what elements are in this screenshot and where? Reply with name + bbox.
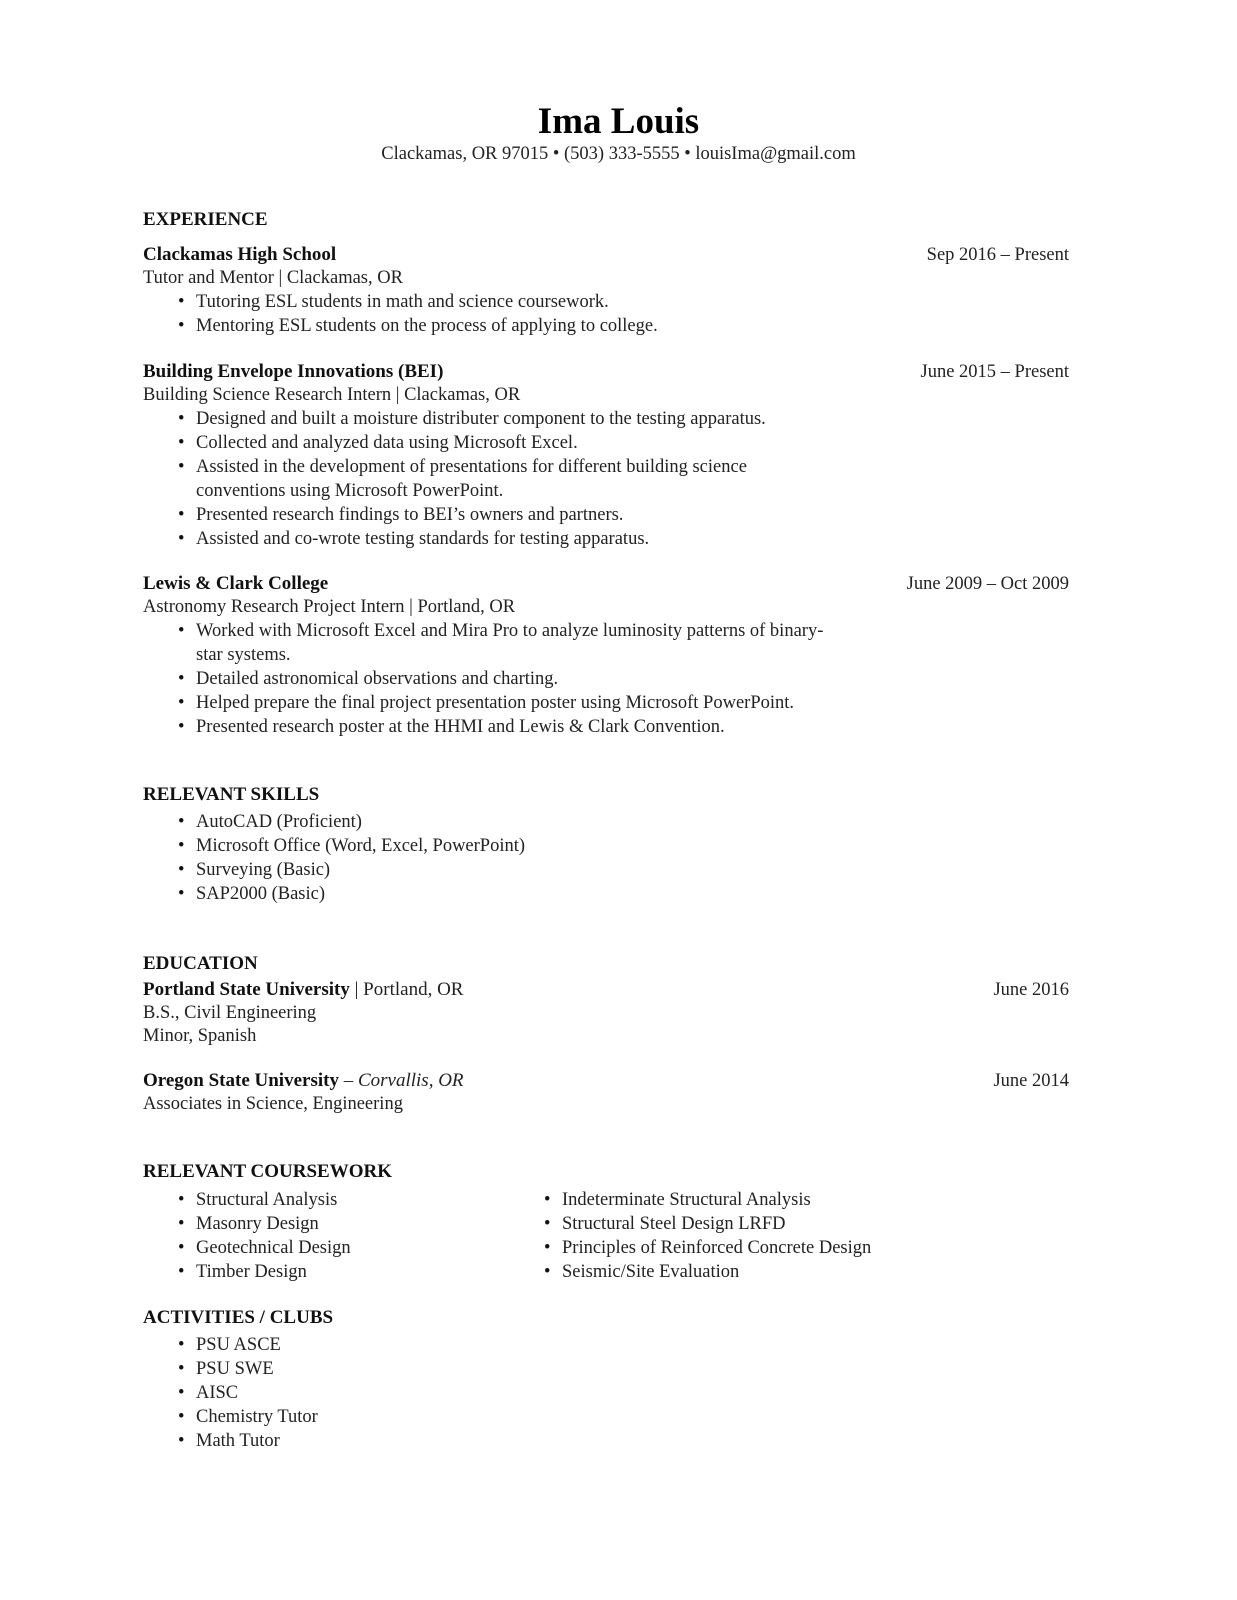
course-item: • Timber Design: [178, 1260, 518, 1284]
job-org: Clackamas High School: [143, 244, 337, 265]
job-date: June 2009 – Oct 2009: [906, 574, 1069, 594]
job-org: Building Envelope Innovations (BEI): [143, 361, 444, 382]
bullet-item: • Assisted in the development of presentations for different building science conventions using Microsoft PowerPoint.: [178, 455, 818, 503]
job-role: Tutor and Mentor | Clackamas, OR: [143, 268, 403, 288]
skills-list: [178, 810, 778, 906]
bullet-item: • Tutoring ESL students in math and science coursework.: [178, 290, 878, 314]
job-bullets: [178, 619, 828, 739]
bullet-item: • Helped prepare the final project presentation poster using Microsoft PowerPoint.: [178, 691, 828, 715]
skill-item: • Microsoft Office (Word, Excel, PowerPoint): [178, 834, 778, 858]
bullet-item: • Mentoring ESL students on the process of applying to college.: [178, 314, 878, 338]
school-date: June 2016: [993, 980, 1069, 1000]
section-title-education: EDUCATION: [143, 953, 258, 974]
skill-item: • AutoCAD (Proficient): [178, 810, 778, 834]
degree-line: B.S., Civil Engineering: [143, 1003, 317, 1023]
job-date: June 2015 – Present: [920, 362, 1069, 382]
job-org: Lewis & Clark College: [143, 573, 329, 594]
job-date: Sep 2016 – Present: [926, 245, 1069, 265]
school-name-line: [143, 978, 463, 1002]
applicant-name: Ima Louis: [537, 101, 700, 142]
activities-list: [178, 1333, 578, 1453]
course-item: • Masonry Design: [178, 1212, 518, 1236]
bullet-item: • Presented research findings to BEI’s owners and partners.: [178, 503, 818, 527]
bullet-item: • Collected and analyzed data using Microsoft Excel.: [178, 431, 818, 455]
bullet-item: • Worked with Microsoft Excel and Mira Pro to analyze luminosity patterns of binary-star systems.: [178, 619, 828, 667]
school-name: Portland State University: [143, 979, 350, 1000]
degree-line: Minor, Spanish: [143, 1026, 257, 1046]
section-title-experience: EXPERIENCE: [143, 209, 268, 230]
course-item: • Seismic/Site Evaluation: [544, 1260, 964, 1284]
activity-item: • PSU SWE: [178, 1357, 578, 1381]
job-role: Astronomy Research Project Intern | Portland, OR: [143, 597, 516, 617]
course-item: • Geotechnical Design: [178, 1236, 518, 1260]
coursework-list-right: [544, 1188, 964, 1284]
bullet-item: • Presented research poster at the HHMI and Lewis & Clark Convention.: [178, 715, 828, 739]
job-role: Building Science Research Intern | Clackamas, OR: [143, 385, 521, 405]
school-name-line: [143, 1069, 464, 1093]
course-item: • Structural Steel Design LRFD: [544, 1212, 964, 1236]
bullet-item: • Assisted and co-wrote testing standards for testing apparatus.: [178, 527, 818, 551]
job-bullets: [178, 407, 818, 551]
activity-item: • AISC: [178, 1381, 578, 1405]
school-location: – Corvallis, OR: [338, 1070, 464, 1091]
skill-item: • SAP2000 (Basic): [178, 882, 778, 906]
contact-info: Clackamas, OR 97015 • (503) 333-5555 • louisIma@gmail.com: [381, 144, 856, 164]
section-title-activities: ACTIVITIES / CLUBS: [143, 1307, 334, 1328]
coursework-list-left: [178, 1188, 518, 1284]
activity-item: • PSU ASCE: [178, 1333, 578, 1357]
school-location: | Portland, OR: [349, 979, 464, 1000]
activity-item: • Chemistry Tutor: [178, 1405, 578, 1429]
school-name: Oregon State University: [143, 1070, 339, 1091]
school-date: June 2014: [993, 1071, 1069, 1091]
job-bullets: [178, 290, 878, 338]
degree-line: Associates in Science, Engineering: [143, 1094, 403, 1114]
course-item: • Principles of Reinforced Concrete Design: [544, 1236, 964, 1260]
course-item: • Indeterminate Structural Analysis: [544, 1188, 964, 1212]
section-title-coursework: RELEVANT COURSEWORK: [143, 1161, 392, 1182]
bullet-item: • Designed and built a moisture distributer component to the testing apparatus.: [178, 407, 818, 431]
bullet-item: • Detailed astronomical observations and charting.: [178, 667, 828, 691]
section-title-skills: RELEVANT SKILLS: [143, 784, 320, 805]
skill-item: • Surveying (Basic): [178, 858, 778, 882]
course-item: • Structural Analysis: [178, 1188, 518, 1212]
activity-item: • Math Tutor: [178, 1429, 578, 1453]
